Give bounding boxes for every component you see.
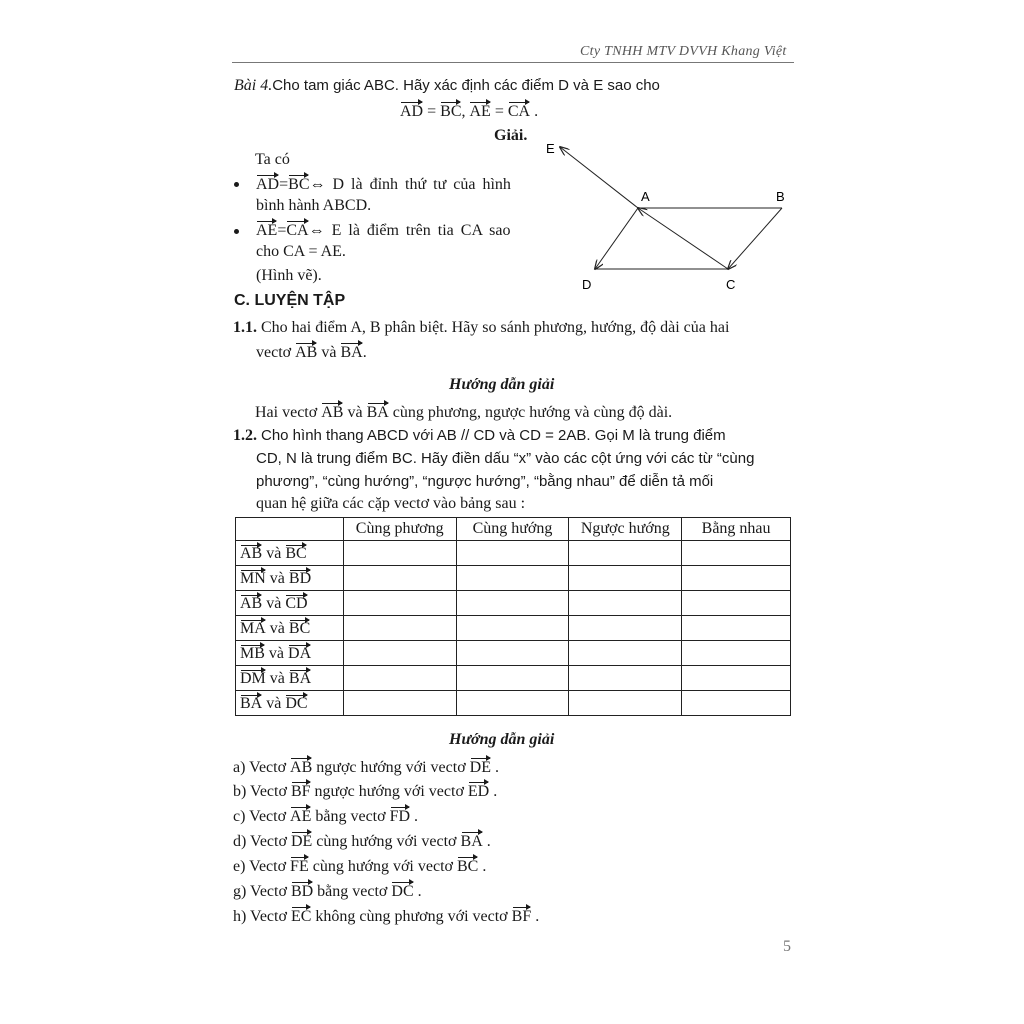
- bullet1-line1: [256, 174, 511, 195]
- answer-pre: Vectơ: [250, 908, 287, 925]
- table-pair-cell: [236, 541, 344, 566]
- vector: ED: [467, 783, 490, 800]
- answer-pre: Vectơ: [250, 783, 287, 800]
- vector: DC: [391, 883, 414, 900]
- table-row: [236, 641, 791, 666]
- table-cell: [569, 641, 682, 666]
- answer-item: [233, 856, 486, 877]
- answer-relation: cùng hướng với vectơ: [312, 858, 453, 875]
- vector: BD: [290, 883, 314, 900]
- word-and: và: [266, 544, 282, 562]
- ex1-2-line4: quan hệ giữa các cặp vectơ vào bảng sau :: [256, 495, 526, 512]
- table-header-row: [236, 518, 791, 541]
- answer-item: [233, 757, 499, 778]
- vector-AE: AE: [469, 103, 491, 120]
- vector: DE: [290, 833, 313, 850]
- vector-BC-arrow: [728, 208, 782, 269]
- vector-CA: CA: [507, 103, 531, 120]
- table-cell: [343, 566, 456, 591]
- word-and: và: [266, 694, 282, 712]
- problem4-label: Bài 4.: [234, 77, 273, 94]
- answer-end: .: [535, 908, 540, 925]
- equals-sign: =: [494, 103, 504, 120]
- answer-label: e): [233, 858, 246, 875]
- table-row: [236, 541, 791, 566]
- bullet-2: [234, 229, 239, 234]
- ex1-2-line3: phương”, “cùng hướng”, “ngược hướng”, “bằng nhau” để diễn tả mối: [256, 473, 714, 490]
- table-cell: [569, 616, 682, 641]
- answer-end: .: [417, 883, 422, 900]
- vector-BC: BC: [288, 176, 310, 193]
- answer-label: d): [233, 833, 247, 850]
- table-pair-cell: [236, 616, 344, 641]
- vector: DA: [288, 644, 312, 662]
- vector-AB: AB: [321, 404, 344, 421]
- ex1-1-answer: [255, 402, 672, 423]
- bullet2-text: E là điểm trên tia CA sao: [331, 222, 511, 239]
- table-cell: [682, 666, 791, 691]
- problem4-text: Cho tam giác ABC. Hãy xác định các điểm D và E sao cho: [272, 77, 660, 94]
- ex1-1-number: 1.1.: [233, 319, 257, 336]
- ex1-2-text1: Cho hình thang ABCD với AB // CD và CD = 2AB. Gọi M là trung điểm: [261, 427, 726, 444]
- bullet1-text: D là đỉnh thứ tư của hình: [332, 176, 511, 193]
- ex1-1-text: Cho hai điểm A, B phân biệt. Hãy so sánh phương, hướng, độ dài của hai: [261, 319, 730, 336]
- equivalence-sign: ⇔: [308, 222, 325, 239]
- table-header-cell: Cùng phương: [343, 518, 456, 541]
- answer-label: c): [233, 808, 246, 825]
- vector: FD: [389, 808, 411, 825]
- table-cell: [682, 541, 791, 566]
- figure-note: (Hình vẽ).: [256, 267, 322, 284]
- vector: BD: [288, 569, 312, 587]
- answer-pre: Vectơ: [250, 883, 287, 900]
- table-cell: [682, 641, 791, 666]
- answer-item: [233, 831, 491, 852]
- vector: AB: [290, 759, 313, 776]
- bullet1-line2: bình hành ABCD.: [256, 197, 372, 214]
- table-cell: [343, 691, 456, 716]
- ex1-1-line1: [233, 318, 729, 338]
- vector: DE: [469, 759, 491, 776]
- table-cell: [456, 666, 569, 691]
- word-and: và: [269, 669, 285, 687]
- table-row: [236, 591, 791, 616]
- solution-intro: Ta có: [255, 151, 290, 168]
- answer-item: [233, 781, 497, 802]
- table-cell: [569, 666, 682, 691]
- comma: ,: [461, 103, 466, 120]
- answer-end: .: [482, 858, 487, 875]
- answer-end: .: [493, 783, 498, 800]
- vector: MA: [240, 619, 266, 637]
- vector-BC: BC: [440, 103, 462, 120]
- problem4-condition: AD = BC, AE = CA .: [400, 103, 539, 120]
- table-cell: [569, 591, 682, 616]
- answer-label: g): [233, 883, 247, 900]
- vector-AE-arrow: [560, 147, 638, 208]
- ex1-2-number: 1.2.: [233, 427, 257, 444]
- vector-AD: AD: [400, 103, 424, 120]
- table-cell: [682, 591, 791, 616]
- bullet2-line2: cho CA = AE.: [256, 243, 346, 260]
- parallelogram-figure: [540, 135, 800, 295]
- guide-title-1: Hướng dẫn giải: [449, 376, 555, 393]
- equals-sign: =: [427, 103, 437, 120]
- problem4-statement: [234, 76, 660, 96]
- table-cell: [569, 566, 682, 591]
- page-number: 5: [783, 938, 791, 955]
- word-and: và: [269, 619, 285, 637]
- table-pair-cell: [236, 691, 344, 716]
- vector: BF: [290, 783, 311, 800]
- vector: BA: [288, 669, 312, 687]
- table-pair-cell: [236, 591, 344, 616]
- ex1-2-line2: CD, N là trung điểm BC. Hãy điền dấu “x” vào các cột ứng với các từ “cùng: [256, 450, 755, 467]
- answer-item: [233, 806, 418, 827]
- answer-relation: ngược hướng với vectơ: [316, 759, 466, 776]
- answer-text: cùng phương, ngược hướng và cùng độ dài.: [392, 404, 673, 421]
- table-pair-cell: [236, 666, 344, 691]
- vector: CD: [285, 594, 308, 612]
- vector-AE: AE: [256, 222, 278, 239]
- guide-title-2: Hướng dẫn giải: [449, 731, 555, 748]
- solution-title: Giải.: [494, 127, 528, 144]
- vector: BA: [460, 833, 483, 850]
- table-cell: [682, 566, 791, 591]
- table-header-cell: [236, 518, 344, 541]
- table-cell: [682, 691, 791, 716]
- table-cell: [343, 666, 456, 691]
- table-cell: [456, 691, 569, 716]
- table-cell: [569, 691, 682, 716]
- word-and: và: [347, 404, 363, 421]
- table-header-cell: Ngược hướng: [569, 518, 682, 541]
- answer-end: .: [495, 759, 499, 776]
- table-row: [236, 666, 791, 691]
- vector: MB: [240, 644, 265, 662]
- vector: BC: [456, 858, 479, 875]
- answer-pre: Vectơ: [249, 808, 287, 825]
- answer-relation: không cùng phương với vectơ: [315, 908, 508, 925]
- answer-prefix: Hai vectơ: [255, 404, 318, 421]
- vector-BA: BA: [340, 344, 363, 361]
- answer-end: .: [486, 833, 491, 850]
- table-cell: [456, 566, 569, 591]
- equivalence-sign: ⇔: [309, 176, 326, 193]
- table-header-cell: Cùng hướng: [456, 518, 569, 541]
- table-header-cell: Bằng nhau: [682, 518, 791, 541]
- bullet2-line1: [256, 220, 510, 241]
- ex1-2-line1: [233, 426, 726, 446]
- vector-BA: BA: [366, 404, 389, 421]
- table-row: [236, 566, 791, 591]
- vector: BC: [288, 619, 311, 637]
- table-pair-cell: [236, 641, 344, 666]
- equals-sign: =: [277, 222, 287, 239]
- vector: AE: [290, 808, 312, 825]
- table-cell: [569, 541, 682, 566]
- answer-relation: bằng vectơ: [317, 883, 388, 900]
- table-cell: [343, 541, 456, 566]
- vector: AB: [240, 544, 263, 562]
- word-and: và: [266, 594, 282, 612]
- table-cell: [456, 591, 569, 616]
- vector: BA: [240, 694, 263, 712]
- running-header: Cty TNHH MTV DVVH Khang Việt: [580, 44, 787, 59]
- vector-CA-arrow: [638, 208, 728, 269]
- vector: BF: [511, 908, 532, 925]
- vector-AD: AD: [256, 176, 280, 193]
- answer-relation: ngược hướng với vectơ: [314, 783, 464, 800]
- table-cell: [682, 616, 791, 641]
- answer-label: h): [233, 908, 247, 925]
- answer-label: a): [233, 759, 246, 776]
- answer-item: [233, 906, 539, 927]
- table-cell: [343, 616, 456, 641]
- section-title: C. LUYỆN TẬP: [234, 292, 346, 309]
- answer-pre: Vectơ: [250, 833, 287, 850]
- label-A: A: [641, 189, 650, 204]
- table-cell: [343, 641, 456, 666]
- table-row: [236, 616, 791, 641]
- answer-pre: Vectơ: [249, 858, 287, 875]
- answer-pre: Vectơ: [249, 759, 287, 776]
- vector: BC: [285, 544, 307, 562]
- vector: MN: [240, 569, 266, 587]
- table-pair-cell: [236, 566, 344, 591]
- table-cell: [456, 616, 569, 641]
- vector: EC: [290, 908, 312, 925]
- vector: DC: [285, 694, 308, 712]
- vector: AB: [240, 594, 263, 612]
- table-cell: [343, 591, 456, 616]
- answer-relation: bằng vectơ: [315, 808, 386, 825]
- label-B: B: [776, 189, 785, 204]
- answer-end: .: [414, 808, 419, 825]
- word-vecto: vectơ: [256, 344, 292, 361]
- equals-sign: =: [279, 176, 289, 193]
- table-cell: [456, 541, 569, 566]
- answer-item: [233, 881, 422, 902]
- ex1-1-line2: vectơ AB và BA.: [256, 344, 367, 361]
- table-cell: [456, 641, 569, 666]
- answer-relation: cùng hướng với vectơ: [316, 833, 457, 850]
- bullet-1: [234, 182, 239, 187]
- label-E: E: [546, 141, 555, 156]
- table-row: [236, 691, 791, 716]
- label-D: D: [582, 277, 592, 292]
- relation-table: [235, 517, 791, 716]
- word-and: và: [268, 644, 285, 662]
- vector: FE: [290, 858, 309, 875]
- vector-AD-arrow: [595, 208, 638, 269]
- label-C: C: [726, 277, 736, 292]
- word-and: và: [269, 569, 285, 587]
- answer-label: b): [233, 783, 247, 800]
- vector-AB: AB: [295, 344, 318, 361]
- word-and: và: [321, 344, 337, 361]
- vector: DM: [240, 669, 266, 687]
- vector-CA: CA: [286, 222, 309, 239]
- header-rule: [232, 62, 794, 63]
